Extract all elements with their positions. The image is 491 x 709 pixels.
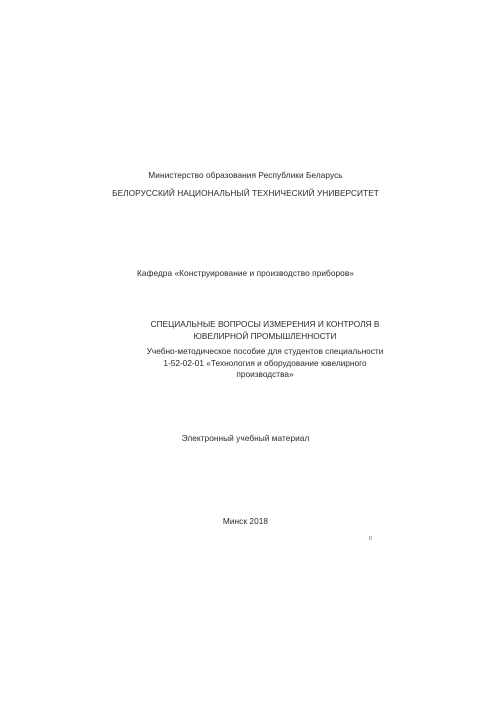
subtitle-line-2: 1-52-02-01 «Технология и оборудование ювелирного (163, 357, 367, 368)
page-number-mark: 0 (369, 536, 372, 542)
title-line-1: СПЕЦИАЛЬНЫЕ ВОПРОСЫ ИЗМЕРЕНИЯ И КОНТРОЛЯ В (150, 319, 380, 329)
subtitle-line-1: Учебно-методическое пособие для студентов специальности (146, 346, 384, 356)
title-line-2: ЮВЕЛИРНОЙ ПРОМЫШЛЕННОСТИ (193, 330, 337, 341)
university-name: БЕЛОРУССКИЙ НАЦИОНАЛЬНЫЙ ТЕХНИЧЕСКИЙ УНИВЕРСИТЕТ (112, 188, 379, 198)
subtitle-line-3: производства» (236, 369, 294, 379)
document-subtitle (130, 346, 400, 381)
department-line: Кафедра «Конструирование и производство приборов» (137, 268, 354, 278)
document-title (140, 319, 390, 342)
city-year: Минск 2018 (222, 516, 269, 526)
ministry-line: Министерство образования Республики Беларусь (148, 170, 343, 180)
material-type: Электронный учебный материал (181, 433, 310, 443)
